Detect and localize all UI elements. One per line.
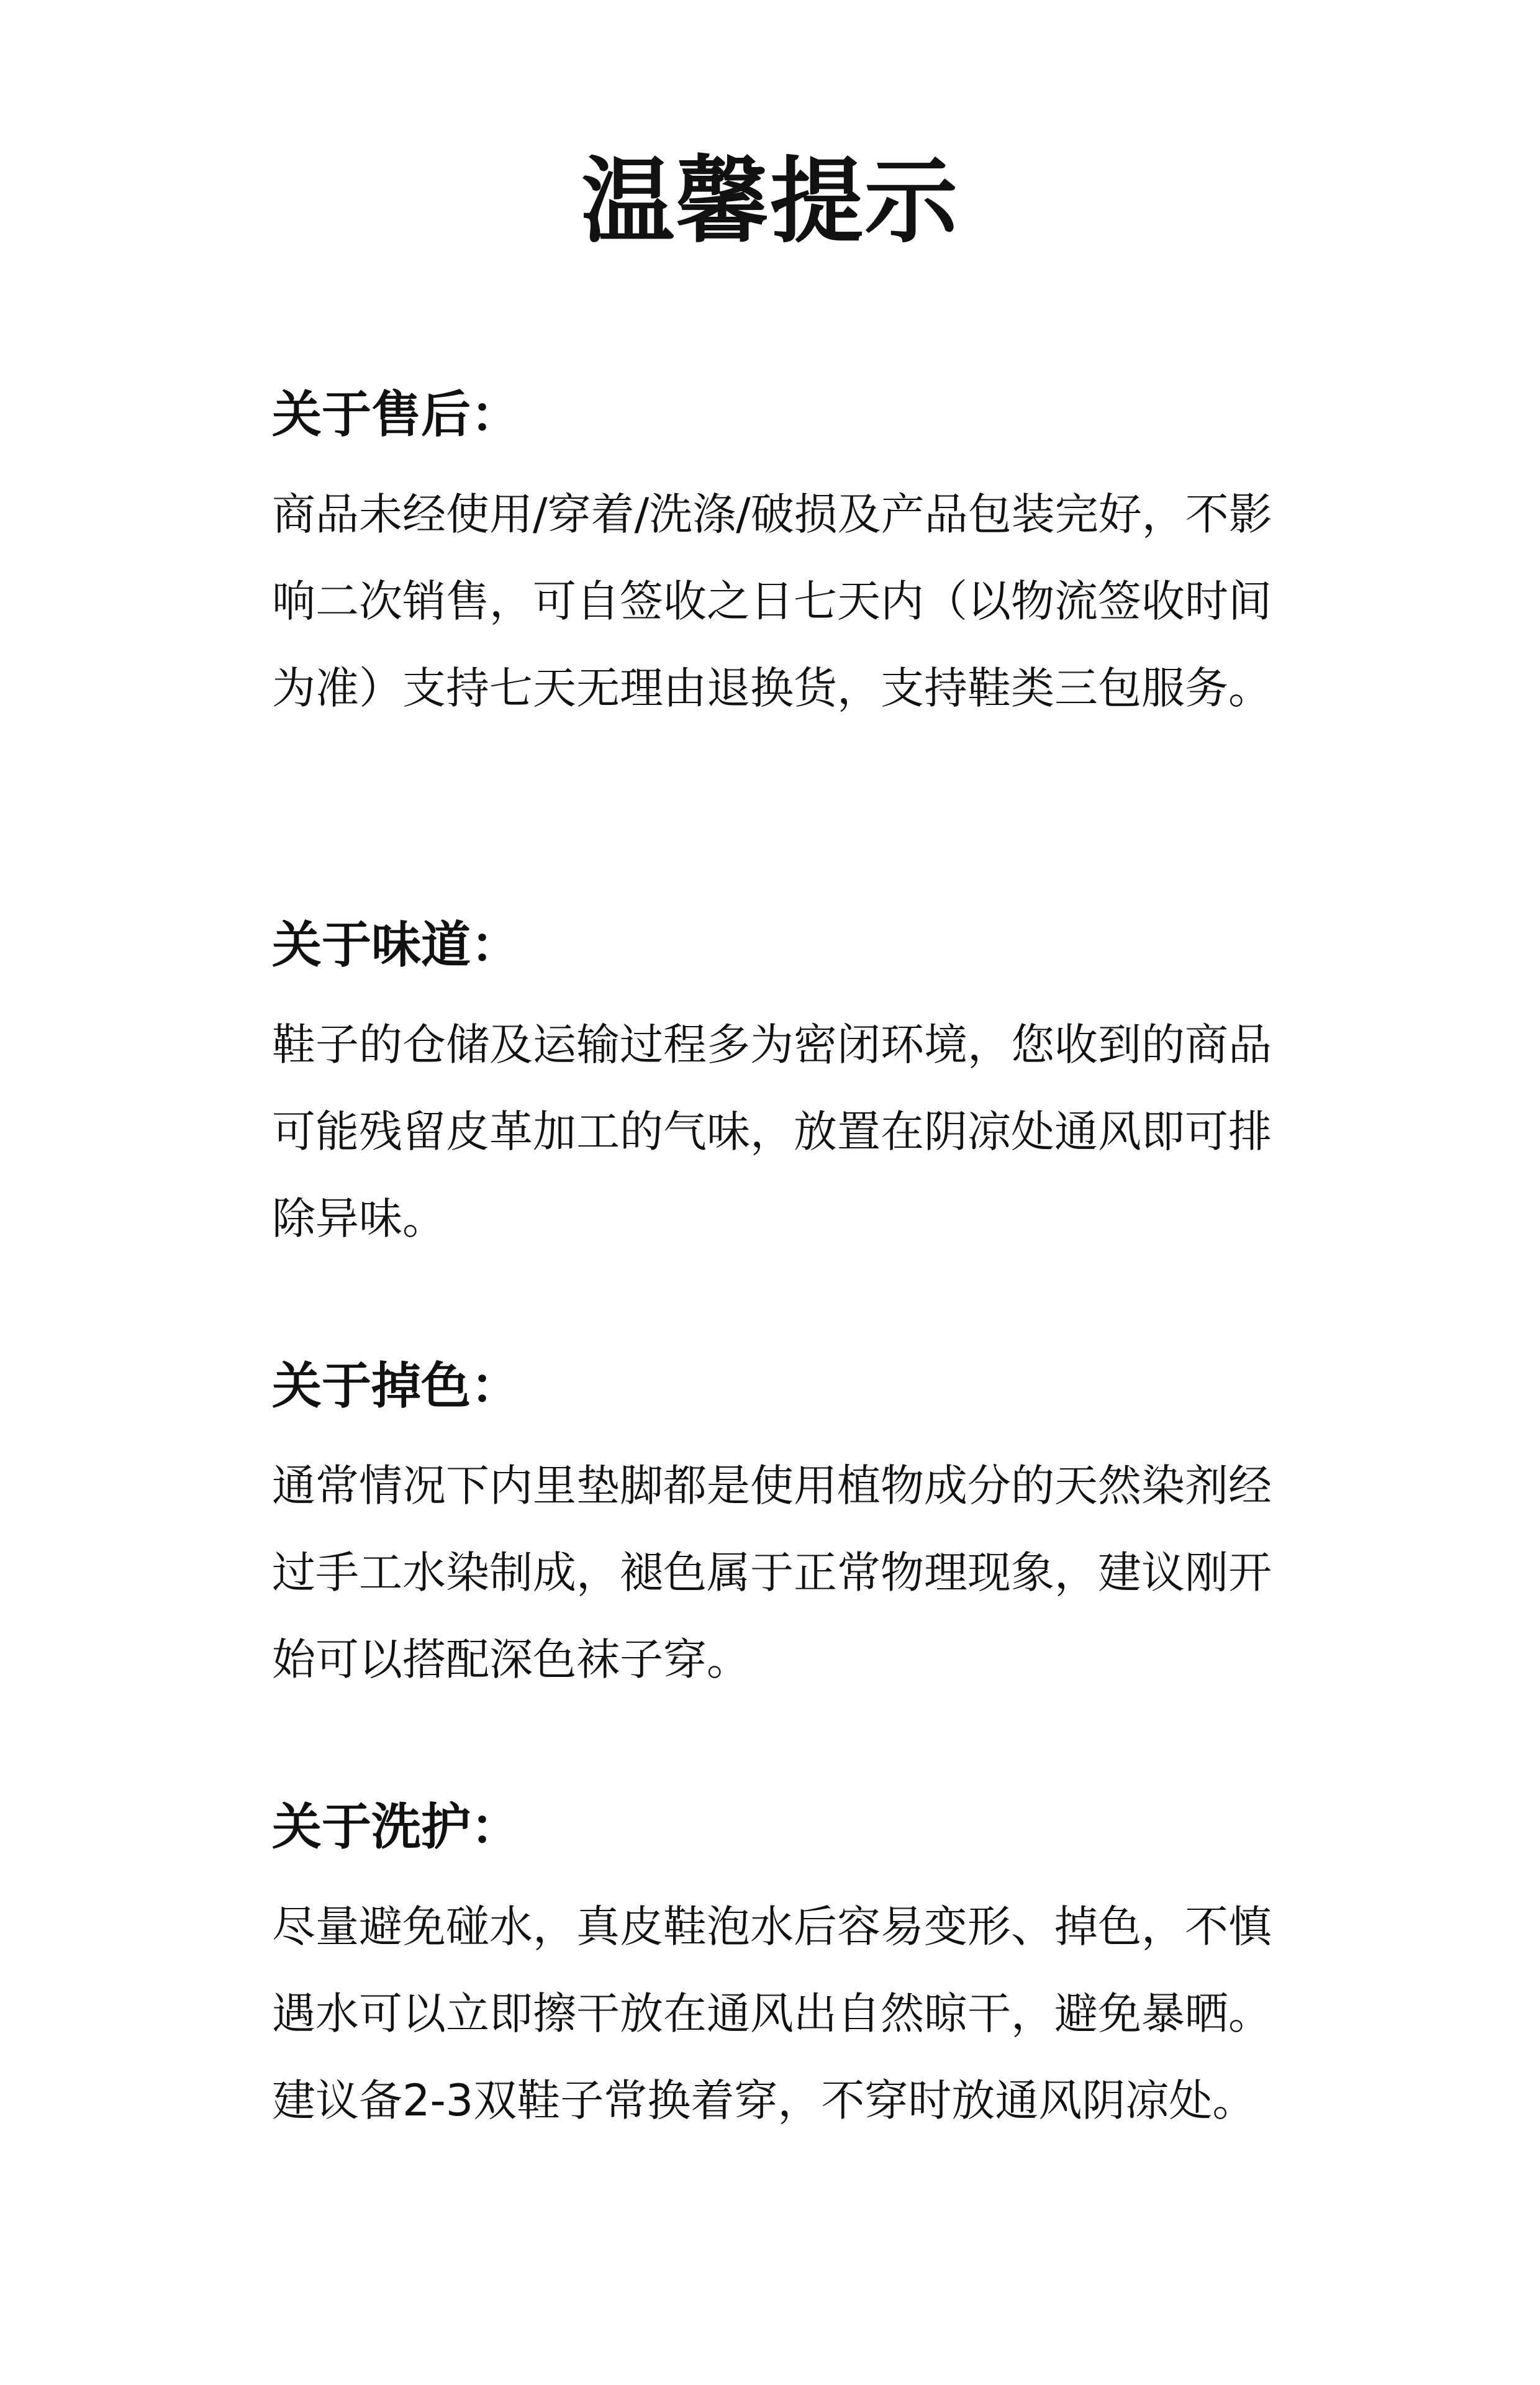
section-heading: 关于洗护： (272, 1798, 520, 1856)
section-body (272, 1442, 1290, 1703)
section-heading: 关于掉色： (272, 1357, 520, 1415)
section-body (272, 471, 1290, 732)
section-after-sales (272, 386, 1290, 732)
section-paragraph: 商品未经使用/穿着/洗涤/破损及产品包装完好，不影响二次销售，可自签收之日七天内（以物流签收时间为准）支持七天无理由退换货，支持鞋类三包服务。 (272, 489, 1272, 714)
section-body (272, 1883, 1290, 2144)
page-title: 温馨提示 (581, 148, 959, 256)
section-paragraph: 鞋子的仓储及运输过程多为密闭环境，您收到的商品可能残留皮革加工的气味，放置在阴凉处通风即可排除异味。 (272, 1019, 1272, 1244)
section-paragraph: 建议备2-3双鞋子常换着穿，不穿时放通风阴凉处。 (272, 2075, 1256, 2126)
section-paragraph: 通常情况下内里垫脚都是使用植物成分的天然染剂经过手工水染制成，褪色属于正常物理现象，建议刚开始可以搭配深色袜子穿。 (272, 1460, 1272, 1685)
section-paragraph: 尽量避免碰水，真皮鞋泡水后容易变形、掉色，不慎遇水可以立即擦干放在通风出自然晾干，避免暴晒。 (272, 1901, 1272, 2039)
section-heading: 关于售后： (272, 386, 520, 443)
section-body (272, 1001, 1290, 1262)
section-odor (272, 916, 1290, 1262)
section-color-fading (272, 1357, 1290, 1703)
section-care (272, 1798, 1290, 2144)
section-heading: 关于味道： (272, 916, 520, 974)
